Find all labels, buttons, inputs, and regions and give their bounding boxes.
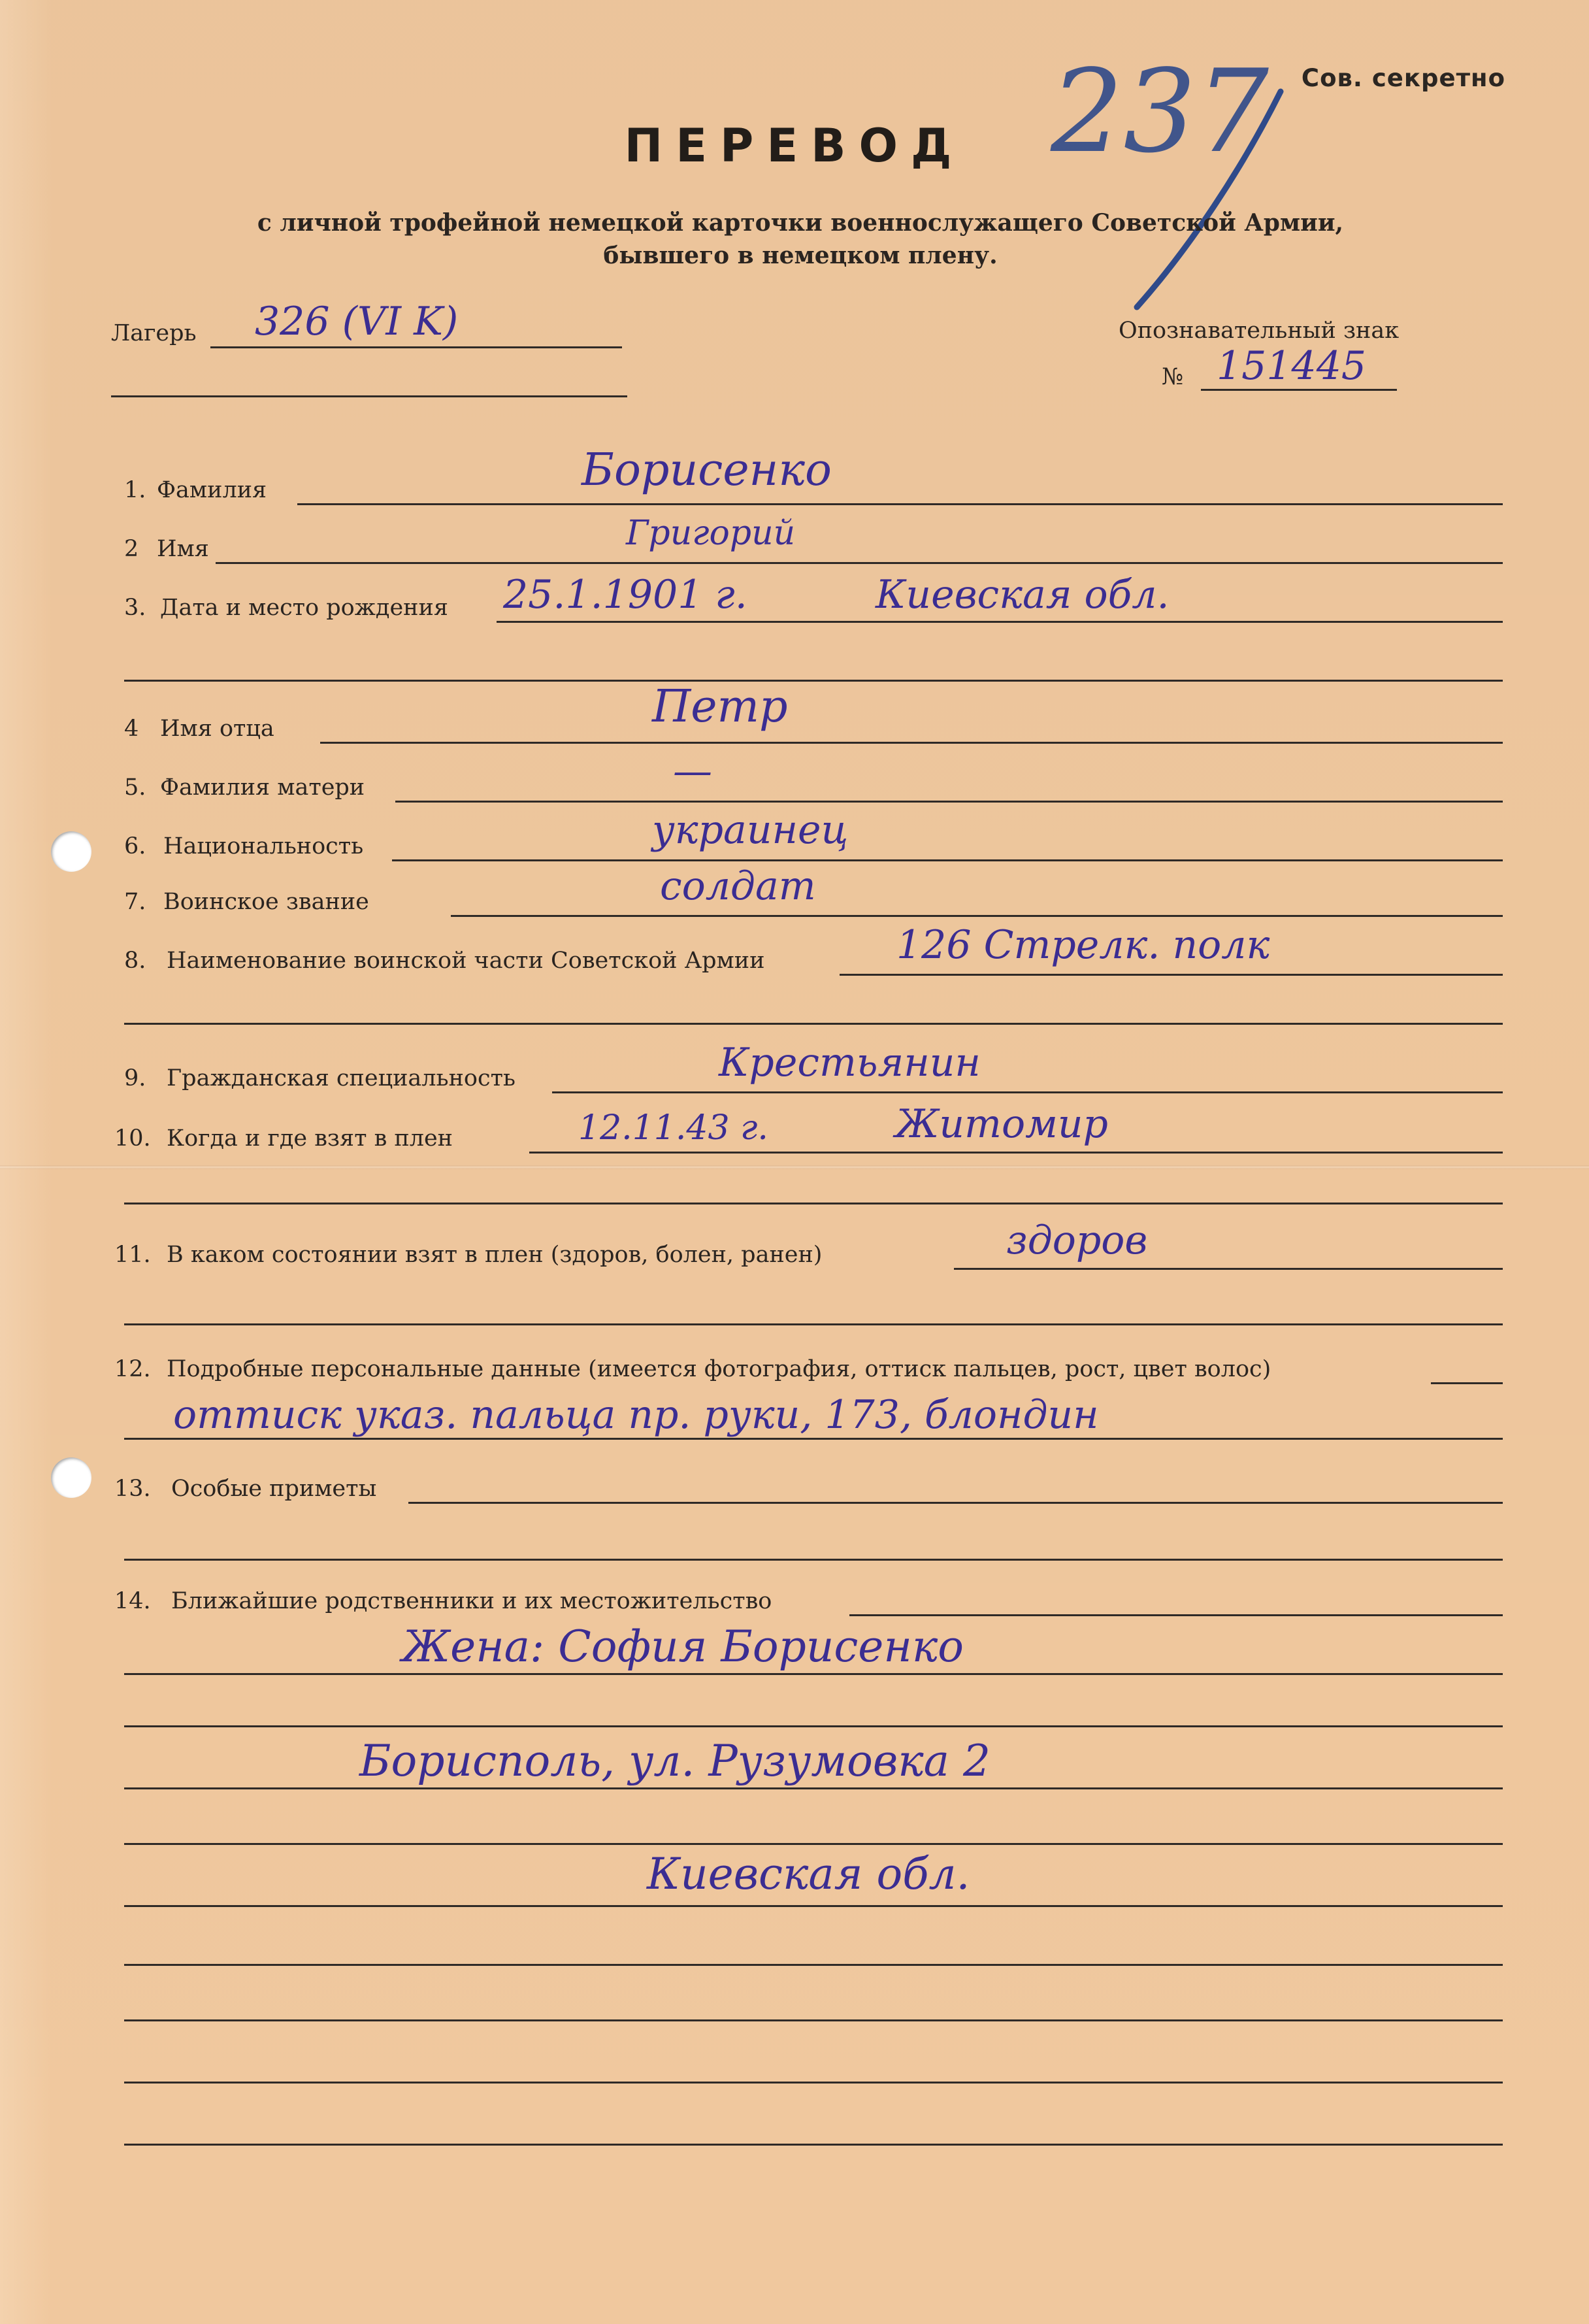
document-subtitle [196, 207, 1405, 272]
field-12-label: Подробные персональные данные (имеется фотография, оттиск пальцев, рост, цвет волос) [167, 1356, 1271, 1382]
field-9-line [552, 1091, 1503, 1093]
relatives-line-2: Борисполь, ул. Рузумовка 2 [359, 1736, 991, 1786]
id-tag-no: № [1162, 364, 1184, 390]
relatives-line-3: Киевская обл. [647, 1849, 970, 1899]
relatives-rule-9 [124, 2144, 1503, 2146]
relatives-rule-8 [124, 2082, 1503, 2083]
field-6-number: 6. [124, 833, 146, 859]
field-12-line-2 [124, 1438, 1503, 1440]
field-7-number: 7. [124, 889, 146, 915]
field-3-label: Дата и место рождения [160, 595, 448, 621]
field-10-line-2 [124, 1203, 1503, 1204]
field-10-line [529, 1152, 1503, 1154]
field-12-value: оттиск указ. пальца пр. руки, 173, блондин [173, 1392, 1099, 1438]
field-13-line [408, 1502, 1503, 1504]
field-8-label: Наименование воинской части Советской Армии [167, 948, 765, 974]
document-title: ПЕРЕВОД [624, 119, 965, 173]
relatives-rule-1 [124, 1673, 1503, 1675]
field-12-line [1431, 1382, 1503, 1384]
id-tag-line [1201, 389, 1397, 391]
field-4-line [320, 742, 1503, 744]
relatives-rule-5 [124, 1905, 1503, 1907]
field-8-line-2 [124, 1023, 1503, 1025]
field-10-place: Житомир [895, 1101, 1108, 1147]
relatives-rule-4 [124, 1843, 1503, 1845]
field-8-line [840, 974, 1503, 976]
field-2-label: Имя [157, 536, 209, 562]
relatives-line-1: Жена: София Борисенко [402, 1621, 964, 1672]
camp-value: 326 (VI K) [255, 299, 459, 344]
field-7-line [451, 915, 1503, 917]
field-2-value: Григорий [626, 514, 796, 553]
field-5-value: — [673, 748, 712, 794]
field-8-number: 8. [124, 948, 146, 974]
relatives-rule-2 [124, 1725, 1503, 1727]
camp-label: Лагерь [111, 320, 197, 346]
field-7-label: Воинское звание [163, 889, 369, 915]
field-1-number: 1. [124, 477, 146, 503]
field-10-label: Когда и где взят в плен [167, 1125, 453, 1152]
field-9-number: 9. [124, 1065, 146, 1091]
field-11-line-2 [124, 1323, 1503, 1325]
field-11-value: здоров [1006, 1218, 1148, 1263]
field-3-line-2 [124, 680, 1503, 682]
field-11-line [954, 1268, 1503, 1270]
field-10-date: 12.11.43 г. [578, 1108, 768, 1148]
field-6-label: Национальность [163, 833, 364, 859]
field-5-number: 5. [124, 774, 146, 801]
camp-line [210, 346, 622, 348]
field-3-place: Киевская обл. [876, 572, 1170, 618]
field-2-number: 2 [124, 536, 139, 562]
field-4-label: Имя отца [160, 716, 274, 742]
field-5-line [395, 801, 1503, 803]
field-13-line-2 [124, 1559, 1503, 1561]
field-12-number: 12. [114, 1356, 151, 1382]
field-14-label: Ближайшие родственники и их местожительство [171, 1588, 772, 1614]
field-4-value: Петр [652, 681, 788, 733]
field-1-value: Борисенко [582, 444, 832, 496]
field-9-value: Крестьянин [719, 1040, 981, 1086]
camp-line-2 [111, 395, 627, 397]
field-6-line [392, 859, 1503, 861]
field-3-date: 25.1.1901 г. [503, 572, 747, 618]
field-7-value: солдат [660, 863, 816, 909]
field-14-line [849, 1614, 1503, 1616]
field-13-number: 13. [114, 1476, 151, 1502]
field-6-value: украинец [652, 807, 849, 853]
field-13-label: Особые приметы [171, 1476, 377, 1502]
field-14-number: 14. [114, 1588, 151, 1614]
field-1-line [297, 503, 1503, 505]
field-3-number: 3. [124, 595, 146, 621]
relatives-rule-3 [124, 1787, 1503, 1789]
field-9-label: Гражданская специальность [167, 1065, 516, 1091]
id-tag-value: 151445 [1217, 343, 1367, 389]
field-1-label: Фамилия [157, 477, 267, 503]
field-5-label: Фамилия матери [160, 774, 365, 801]
archive-number: 237 [1051, 46, 1270, 178]
field-11-number: 11. [114, 1242, 151, 1268]
field-4-number: 4 [124, 716, 139, 742]
relatives-rule-7 [124, 2019, 1503, 2021]
field-11-label: В каком состоянии взят в плен (здоров, болен, ранен) [167, 1242, 823, 1268]
field-2-line [216, 562, 1503, 564]
secrecy-stamp: Сов. секретно [1301, 64, 1505, 92]
id-tag-label: Опознавательный знак [1119, 318, 1400, 344]
field-10-number: 10. [114, 1125, 151, 1152]
subtitle-line-1: с личной трофейной немецкой карточки военнослужащего Советской Армии, [257, 209, 1344, 237]
subtitle-line-2: бывшего в немецком плену. [603, 242, 998, 269]
relatives-rule-6 [124, 1964, 1503, 1966]
field-3-line [497, 621, 1503, 623]
field-8-value: 126 Стрелк. полк [896, 922, 1270, 968]
